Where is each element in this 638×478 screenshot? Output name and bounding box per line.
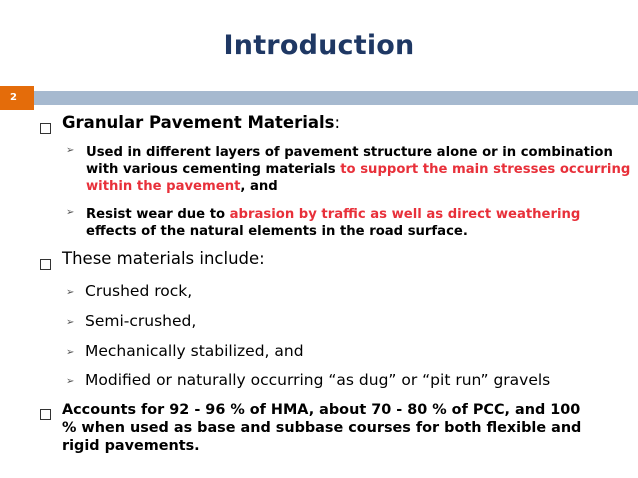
bullet-1-heading: Granular Pavement Materials: bbox=[62, 113, 341, 132]
header-band bbox=[0, 86, 638, 110]
sub-1-2-line2: effects of the natural elements in the road surface. bbox=[86, 224, 468, 239]
sub-1-1-line3: within the pavement, and bbox=[86, 179, 278, 194]
arrow-bullet-icon: ➢ bbox=[66, 287, 75, 298]
sub-1-2-line1: Resist wear due to abrasion by traffic as well as direct weathering bbox=[86, 207, 581, 222]
list-item: Crushed rock, bbox=[85, 282, 193, 300]
bullet-square-icon bbox=[40, 123, 51, 134]
bullet-2-heading: These materials include: bbox=[62, 249, 265, 268]
header-bar bbox=[34, 91, 638, 105]
arrow-bullet-icon: ➢ bbox=[66, 207, 75, 218]
arrow-bullet-icon: ➢ bbox=[66, 376, 75, 387]
list-item: Modified or naturally occurring “as dug” or “pit run” gravels bbox=[85, 371, 551, 389]
sub-1-1-line2: with various cementing materials to support the main stresses occurring bbox=[86, 162, 631, 177]
bullet-3-line3: rigid pavements. bbox=[62, 438, 200, 454]
bullet-square-icon bbox=[40, 259, 51, 270]
list-item: Semi-crushed, bbox=[85, 312, 197, 330]
bullet-3-line1: Accounts for 92 - 96 % of HMA, about 70 - 80 % of PCC, and 100 bbox=[62, 402, 581, 418]
list-item: Mechanically stabilized, and bbox=[85, 342, 304, 360]
slide-number: 2 bbox=[0, 86, 34, 110]
bullet-square-icon bbox=[40, 409, 51, 420]
arrow-bullet-icon: ➢ bbox=[66, 347, 75, 358]
arrow-bullet-icon: ➢ bbox=[66, 317, 75, 328]
slide-title: Introduction bbox=[223, 30, 415, 61]
sub-1-1-line1: Used in different layers of pavement structure alone or in combination bbox=[86, 145, 613, 160]
bullet-3-line2: % when used as base and subbase courses for both flexible and bbox=[62, 420, 582, 436]
arrow-bullet-icon: ➢ bbox=[66, 145, 75, 156]
